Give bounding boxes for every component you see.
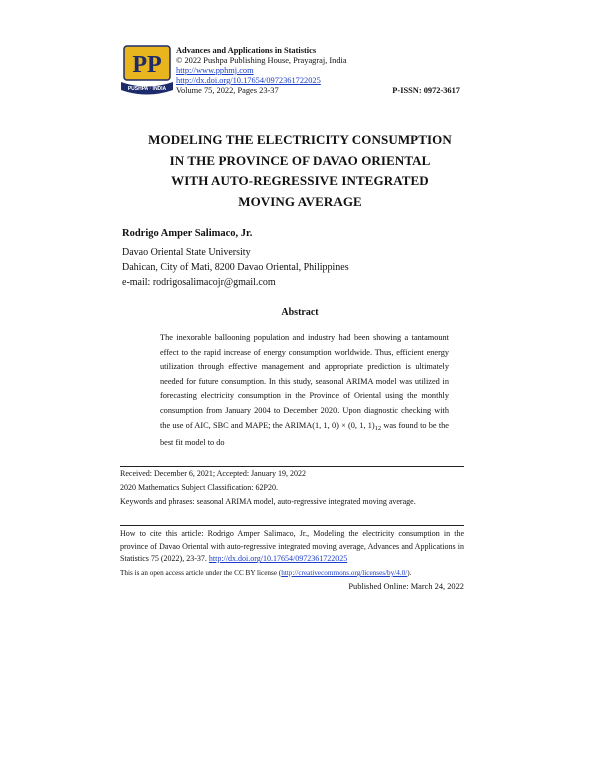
best-fit-model: ARIMA(1, 1, 0) × (0, 1, 1) — [284, 420, 375, 430]
paper-title — [100, 130, 500, 212]
license-text: This is an open access article under the CC BY license ( — [120, 569, 282, 577]
footnote-divider — [120, 466, 464, 467]
abstract-body — [160, 331, 449, 451]
copyright-line: © 2022 Pushpa Publishing House, Prayagraj, India — [176, 56, 347, 65]
article-doi-link[interactable]: http://dx.doi.org/10.17654/0972361722025 — [176, 76, 321, 85]
license-link[interactable]: http://creativecommons.org/licenses/by/4.0/ — [281, 569, 408, 577]
msc-classification: 2020 Mathematics Subject Classification: 62P20. — [120, 483, 278, 492]
title-line-2: IN THE PROVINCE OF DAVAO ORIENTAL — [169, 152, 431, 168]
issn: P-ISSN: 0972-3617 — [392, 86, 460, 95]
logo-ribbon-text: PUSHPA · INDIA — [127, 86, 167, 92]
author-address: Dahican, City of Mati, 8200 Davao Oriental, Philippines — [122, 262, 349, 273]
abstract-text: The inexorable ballooning population and industry had been showing a tantamount effect to the rapid increase of energy consumption worldwide. Thus, efficient energy utilization through effective management and appropriate prediction is ultimately needed for future consumption. In this study, seasonal ARIMA model was utilized in forecasting electricity consumption in the Province of Oriental using the monthly consumption from January 2004 to December 2020. Upon diagnostic checking with the use of AIC, SBC and MAPE; the — [160, 333, 449, 430]
author-name: Rodrigo Amper Salimaco, Jr. — [122, 228, 253, 239]
author-affiliation: Davao Oriental State University — [122, 247, 251, 258]
published-online-date: Published Online: March 24, 2022 — [348, 582, 464, 591]
open-access-notice — [120, 567, 464, 580]
volume-pages: Volume 75, 2022, Pages 23-37 — [176, 86, 279, 95]
citation-text: How to cite this article: Rodrigo Amper Salimaco, Jr., Modeling the electricity consumption in the province of Davao Oriental with auto-regressive integrated moving average, Advances and Applications in Statistics 75 (2022), 23-37. — [120, 529, 464, 564]
how-to-cite — [120, 528, 464, 566]
journal-website-link[interactable]: http://www.pphmj.com — [176, 66, 254, 75]
journal-name: Advances and Applications in Statistics — [176, 46, 317, 55]
abstract-heading: Abstract — [281, 307, 319, 318]
received-accepted-dates: Received: December 6, 2021; Accepted: January 19, 2022 — [120, 469, 306, 478]
logo-text: PP — [132, 52, 162, 78]
title-line-4: MOVING AVERAGE — [238, 193, 362, 209]
citation-divider — [120, 525, 464, 526]
model-seasonal-period: 12 — [374, 424, 382, 432]
title-line-3: WITH AUTO-REGRESSIVE INTEGRATED — [171, 173, 429, 188]
title-line-1: MODELING THE ELECTRICITY CONSUMPTION — [148, 132, 452, 147]
author-email: e-mail: rodrigosalimacojr@gmail.com — [122, 277, 276, 288]
abstract-text-end: was found to be the best fit model to do — [160, 420, 449, 448]
citation-doi-link[interactable]: http://dx.doi.org/10.17654/0972361722025 — [208, 554, 348, 564]
keywords: Keywords and phrases: seasonal ARIMA model, auto-regressive integrated moving average. — [120, 497, 416, 506]
publisher-logo — [120, 44, 174, 96]
license-text-end: ). — [407, 569, 412, 577]
